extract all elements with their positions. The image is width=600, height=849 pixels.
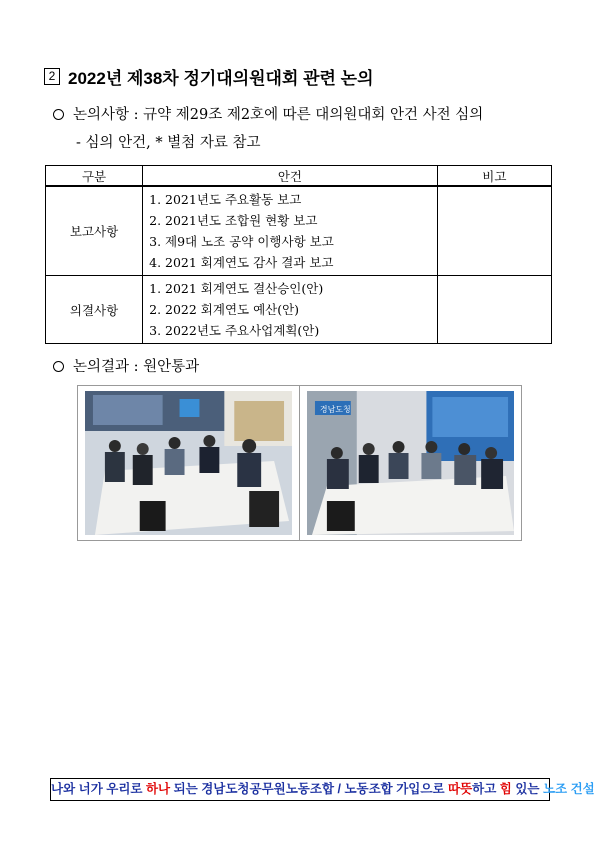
- photo-cell-2: [299, 386, 521, 540]
- section-title-text: 2022년 제38차 정기대의원대회 관련 논의: [68, 69, 374, 88]
- result-bullet: [53, 355, 199, 376]
- slogan-segment: 나와 너가 우리로: [51, 782, 146, 796]
- slogan-segment: 되는 경남도청공무원노동조합 / 노동조합 가입으로: [170, 782, 448, 796]
- slogan-segment: 하고: [472, 782, 500, 796]
- row-note: [437, 186, 551, 276]
- slogan-segment: 하나: [145, 782, 171, 796]
- slogan-segment: 힘: [499, 782, 512, 796]
- hollow-circle-icon: [53, 109, 64, 120]
- meeting-photo-1: [85, 391, 292, 535]
- discussion-text: 논의사항 : 규약 제29조 제2호에 따른 대의원대회 안건 사전 심의: [73, 107, 484, 123]
- slogan-segment: 노조 건설: [542, 782, 595, 796]
- slogan-segment: 있는: [511, 782, 543, 796]
- header-category: 구분: [46, 166, 143, 187]
- meeting-photo-2: [307, 391, 514, 535]
- section-title: [44, 64, 374, 89]
- discussion-bullet: [53, 103, 483, 124]
- agenda-item: 1. 2021 회계연도 결산승인(안): [149, 281, 324, 296]
- header-agenda: 안건: [143, 166, 438, 187]
- row-category: 의결사항: [46, 276, 143, 344]
- row-category: 보고사항: [46, 186, 143, 276]
- photo-sign-text: 경남도청: [319, 404, 351, 415]
- agenda-item: 3. 2022년도 주요사업계획(안): [149, 323, 320, 338]
- slogan-segment: 따뜻: [448, 782, 473, 796]
- agenda-item: 1. 2021년도 주요활동 보고: [149, 192, 302, 207]
- table-header-row: [46, 166, 552, 187]
- table-row: [46, 186, 552, 276]
- row-note: [437, 276, 551, 344]
- hollow-circle-icon: [53, 361, 64, 372]
- footer-slogan: [50, 778, 595, 801]
- table-row: [46, 276, 552, 344]
- agenda-table: [45, 165, 552, 344]
- row-items: [143, 186, 438, 276]
- agenda-item: 2. 2021년도 조합원 현황 보고: [149, 213, 318, 228]
- discussion-sub: - 심의 안건, * 별첨 자료 참고: [76, 135, 261, 151]
- header-note: 비고: [437, 166, 551, 187]
- agenda-item: 2. 2022 회계연도 예산(안): [149, 302, 300, 317]
- row-items: [143, 276, 438, 344]
- agenda-item: 3. 제9대 노조 공약 이행사항 보고: [149, 234, 334, 249]
- agenda-item: 4. 2021 회계연도 감사 결과 보고: [149, 255, 334, 270]
- section-number-box: 2: [44, 68, 60, 85]
- photo-cell-1: [78, 386, 299, 540]
- photo-table: [77, 385, 522, 541]
- result-text: 논의결과 : 원안통과: [73, 359, 200, 375]
